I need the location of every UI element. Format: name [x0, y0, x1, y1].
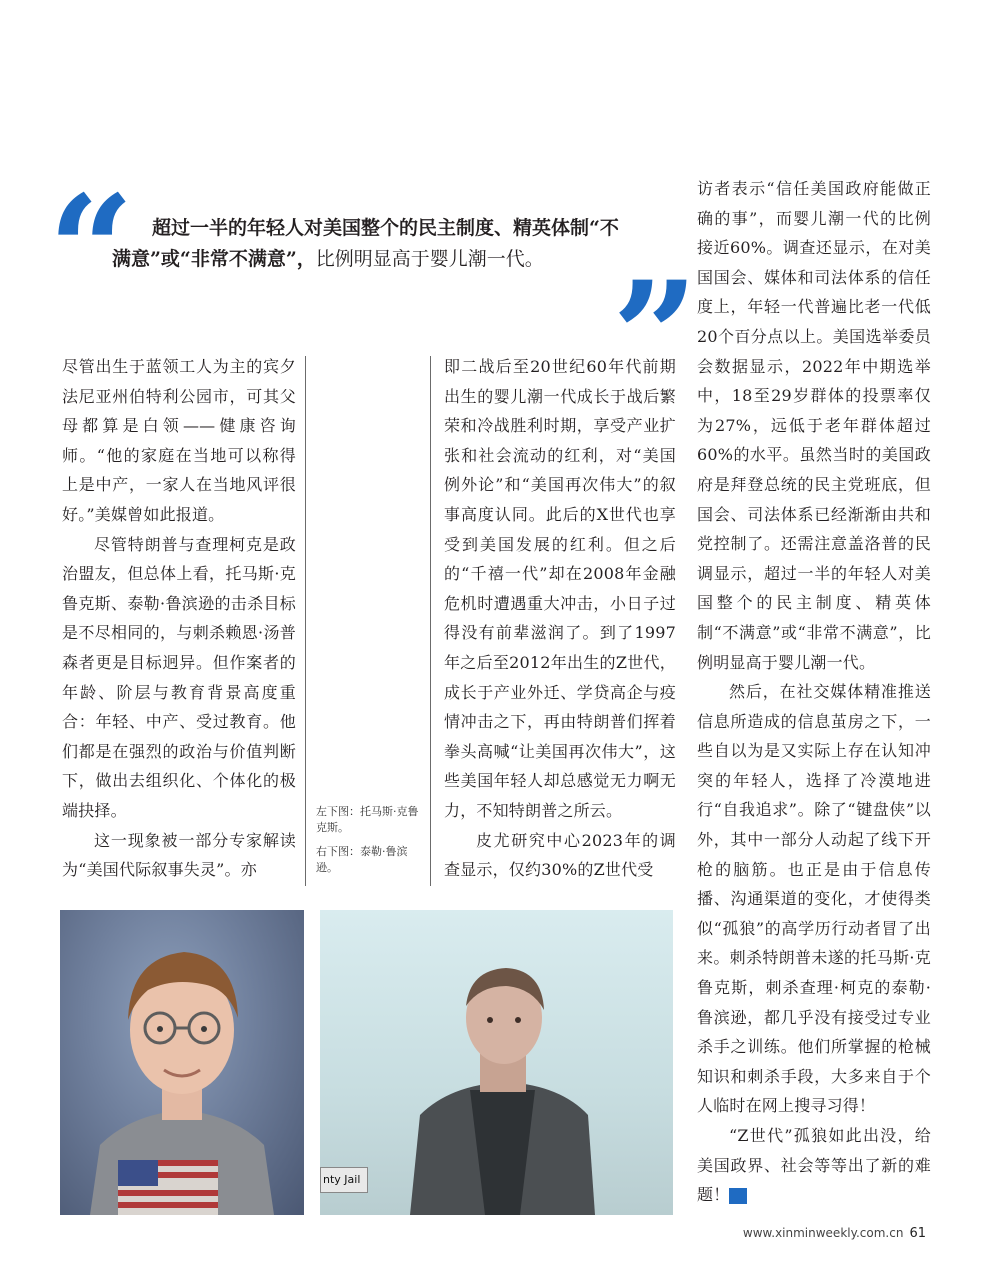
text-column-2: [444, 352, 676, 885]
video-still-illustration: [320, 910, 673, 1215]
footer-url: www.xinminweekly.com.cn: [742, 1226, 904, 1240]
photo-caption: [316, 804, 424, 884]
pull-quote-line1: 超过一半的年轻人对美国整个的民主制度、精英体制“不: [152, 217, 619, 239]
text-column-3: [697, 174, 931, 1210]
paragraph: 尽管特朗普与查理柯克是政治盟友，但总体上看，托马斯·克鲁克斯、泰勒·鲁滨逊的击杀目标是不尽相同的，与刺杀赖恩·汤普森者更是目标迥异。但作案者的年龄、阶层与教育背景高度重合：年轻、中产、受过教育。他们都是在强烈的政治与价值判断下，做出去组织化、个体化的极端抉择。: [62, 534, 296, 820]
caption-right: 右下图：泰勒·鲁滨逊。: [316, 845, 408, 874]
paragraph: 然后，在社交媒体精准推送信息所造成的信息茧房之下，一些自以为是又实际上存在认知冲突的年轻人，选择了冷漠地进行“自我追求”。除了“键盘侠”以外，其中一部分人动起了线下开枪的脑筋。也正是由于信息传播、沟通渠道的变化，才使得类似“孤狼”的高学历行动者冒了出来。刺杀特朗普未遂的托马斯·克鲁克斯，刺杀查理·柯克的泰勒·鲁滨逊，都几乎没有接受过专业杀手之训练。他们所掌握的枪械知识和刺杀手段，大多来自于个人临时在网上搜寻习得！: [697, 682, 931, 1116]
paragraph: 访者表示“信任美国政府能做正确的事”，而婴儿潮一代的比例接近60%。调查还显示，在对美国国会、媒体和司法体系的信任度上，年轻一代普遍比老一代低20个百分点以上。美国选举委员会数据显示，2022年中期选举中，18至29岁群体的投票率仅为27%，远低于老年群体超过60%的水平。虽然当时的美国政府是拜登总统的民主党班底，但国会、司法体系已经渐渐由共和党控制了。还需注意盖洛普的民调显示，超过一半的年轻人对美国整个的民主制度、精英体制“不满意”或“非常不满意”，比例明显高于婴儿潮一代。: [697, 179, 931, 672]
close-quote-mark: ”: [612, 249, 699, 425]
caption-left: 左下图：托马斯·克鲁克斯。: [316, 805, 419, 834]
page-number: 61: [909, 1226, 926, 1241]
column-divider: [305, 356, 306, 886]
text-column-1: [62, 352, 296, 885]
open-quote-mark: “: [48, 163, 135, 339]
paragraph-final: [697, 1121, 931, 1210]
paragraph: 皮尤研究中心2023年的调查显示，仅约30%的Z世代受: [444, 830, 676, 880]
paragraph: 即二战后至20世纪60年代前期出生的婴儿潮一代成长于战后繁荣和冷战胜利时期，享受产业扩张和社会流动的红利，对“美国例外论”和“美国再次伟大”的叙事高度认同。此后的X世代也享受到美国发展的红利。但之后的“千禧一代”却在2008年金融危机时遭遇重大冲击，小日子过得没有前辈滋润了。到了1997年之后至2012年出生的Z世代，成长于产业外迁、学贷高企与疫情冲击之下，再由特朗普们挥着拳头高喊“让美国再次伟大”，这些美国年轻人却总感觉无力啊无力，不知特朗普之所云。: [444, 357, 676, 820]
paragraph: 尽管出生于蓝领工人为主的宾夕法尼亚州伯特利公园市，可其父母都算是白领——健康咨询师。“他的家庭在当地可以称得上是中产，一家人在当地风评很好。”美媒曾如此报道。: [62, 357, 296, 524]
jail-sign: nty Jail: [320, 1167, 368, 1193]
portrait-illustration: [60, 910, 304, 1215]
pull-quote-line2-bold: 满意”或“非常不满意”，: [112, 248, 316, 270]
paragraph-final-text: “Z世代”孤狼如此出没，给美国政界、社会等等出了新的难题！: [697, 1126, 931, 1205]
paragraph: 这一现象被一部分专家解读为“美国代际叙事失灵”。亦: [62, 830, 296, 880]
page-footer: [743, 1226, 926, 1241]
pull-quote: [112, 213, 634, 275]
column-divider: [430, 356, 431, 886]
photo-right-video-still: [320, 910, 673, 1215]
photo-left-portrait: [60, 910, 304, 1215]
pull-quote-line2-regular: 比例明显高于婴儿潮一代。: [315, 248, 544, 270]
end-mark-icon: 民: [729, 1188, 747, 1204]
